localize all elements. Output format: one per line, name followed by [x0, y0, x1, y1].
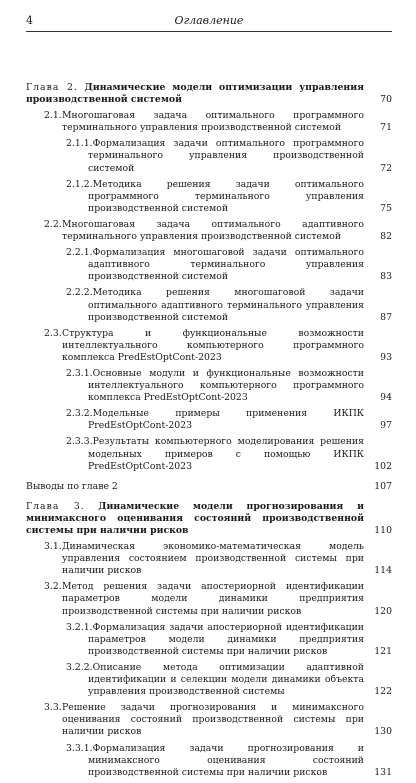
- toc-chapter-entry[interactable]: [26, 82, 392, 106]
- entry-page-number: 102: [374, 460, 392, 472]
- entry-title: Описание метода оптимизации адаптивной идентификации и селекции модели динамики объекта управления производственной системы: [88, 661, 364, 698]
- toc-section-entry[interactable]: [44, 328, 392, 364]
- entry-page-number: 83: [380, 271, 392, 283]
- entry-number: 2.1.2.: [66, 178, 93, 190]
- toc-section-entry[interactable]: [44, 541, 392, 577]
- toc-subsection-entry[interactable]: [66, 138, 392, 174]
- toc-section-entry[interactable]: [44, 110, 392, 134]
- toc-subsection-entry[interactable]: [66, 662, 392, 698]
- entry-title: Формализация задачи апостериорной идентификации параметров модели динамики предприятия производственной системы при наличии рисков: [88, 621, 364, 657]
- entry-title: Многошаговая задача оптимального программного терминального управления производственной системой: [62, 110, 364, 134]
- entry-title: Методика решения многошаговой задачи оптимального адаптивного терминального управления производственной системой: [88, 287, 364, 323]
- entry-number: 2.3.: [44, 327, 62, 339]
- entry-number: 2.2.2.: [66, 287, 93, 299]
- toc-subsection-entry[interactable]: [66, 408, 392, 432]
- entry-number: 3.3.: [44, 702, 62, 714]
- toc-section-entry[interactable]: [44, 702, 392, 738]
- entry-number: 2.1.: [44, 110, 62, 122]
- entry-page-number: 131: [374, 766, 392, 778]
- entry-page-number: 93: [380, 351, 392, 363]
- entry-title: Динамические модели прогнозирования и минимаксного оценивания состояний производственной системы при наличии рисков: [26, 500, 364, 536]
- entry-page-number: 107: [374, 480, 392, 492]
- entry-number: 3.2.2.: [66, 661, 93, 673]
- entry-title: Динамическая экономико-математическая модель управления состоянием производственной системы при наличии рисков: [62, 541, 364, 577]
- entry-page-number: 122: [374, 686, 392, 698]
- entry-page-number: 114: [374, 565, 392, 577]
- entry-page-number: 97: [380, 420, 392, 432]
- entry-page-number: 120: [374, 605, 392, 617]
- toc-section-entry[interactable]: [44, 581, 392, 617]
- toc-subsection-entry[interactable]: [66, 622, 392, 658]
- entry-number: 2.2.1.: [66, 247, 93, 259]
- entry-number: 2.3.2.: [66, 408, 93, 420]
- header-rule: [26, 31, 392, 32]
- entry-page-number: 82: [380, 231, 392, 243]
- entry-page-number: 71: [380, 122, 392, 134]
- toc-subsection-entry[interactable]: [66, 368, 392, 404]
- entry-page-number: 70: [380, 94, 392, 106]
- entry-title: Формализация задачи прогнозирования и минимаксного оценивания состояний производственной системы при наличии рисков: [88, 742, 364, 778]
- toc-subsection-entry[interactable]: [66, 436, 392, 472]
- entry-page-number: 130: [374, 726, 392, 738]
- entry-page-number: 75: [380, 202, 392, 214]
- entry-number: 3.2.1.: [66, 621, 93, 633]
- entry-title: Динамические модели оптимизации управления производственной системой: [26, 82, 364, 106]
- toc-subsection-entry[interactable]: [66, 743, 392, 779]
- entry-title: Формализация задачи оптимального программного терминального управления производственной системой: [88, 138, 364, 174]
- toc-subsection-entry[interactable]: [66, 287, 392, 323]
- entry-page-number: 72: [380, 162, 392, 174]
- toc-chapter-entry[interactable]: [26, 481, 392, 493]
- entry-title: Структура и функциональные возможности интеллектуального компьютерного программного комплекса PredEstOptCont-2023: [62, 327, 364, 363]
- entry-page-number: 110: [374, 525, 392, 536]
- entry-title: Основные модули и функциональные возможности интеллектуального компьютерного программного комплекса PredEstOptCont-2023: [88, 367, 364, 404]
- entry-title: Выводы по главе 2: [26, 480, 118, 492]
- entry-number: 3.2.: [44, 581, 62, 593]
- entry-number: 2.1.1.: [66, 138, 93, 150]
- entry-number: 2.3.3.: [66, 436, 93, 448]
- entry-title: Многошаговая задача оптимального адаптивного терминального управления производственной системой: [62, 218, 364, 243]
- entry-title: Формализация многошаговой задачи оптимального адаптивного терминального управления производственной системой: [88, 247, 364, 283]
- entry-page-number: 87: [380, 311, 392, 323]
- entry-number: 3.1.: [44, 541, 62, 553]
- page-number: 4: [26, 14, 33, 27]
- page-header: [26, 14, 392, 30]
- entry-page-number: 121: [374, 645, 392, 657]
- chapter-label: Глава 2.: [26, 82, 78, 93]
- entry-number: 2.3.1.: [66, 367, 93, 379]
- entry-number: 2.2.: [44, 218, 62, 230]
- entry-page-number: 94: [380, 392, 392, 404]
- entry-number: 3.3.1.: [66, 742, 93, 754]
- table-of-contents: [26, 82, 392, 783]
- toc-subsection-entry[interactable]: [66, 247, 392, 283]
- toc-subsection-entry[interactable]: [66, 179, 392, 215]
- entry-title: Модельные примеры применения ИКПК PredEstOptCont-2023: [88, 408, 364, 432]
- entry-title: Методика решения задачи оптимального программного терминального управления производственной системой: [88, 178, 364, 214]
- toc-section-entry[interactable]: [44, 219, 392, 243]
- chapter-label: Глава 3.: [26, 500, 85, 512]
- entry-title: Решение задачи прогнозирования и минимаксного оценивания состояний производственной системы при наличии рисков: [62, 702, 364, 738]
- toc-chapter-entry[interactable]: [26, 501, 392, 537]
- entry-title: Метод решения задачи апостериорной идентификации параметров модели динамики предприятия производственной системы при наличии рисков: [62, 581, 364, 617]
- running-head: Оглавление: [174, 14, 244, 27]
- entry-title: Результаты компьютерного моделирования решения модельных примеров с помощью ИКПК PredEstOptCont-2023: [88, 436, 364, 472]
